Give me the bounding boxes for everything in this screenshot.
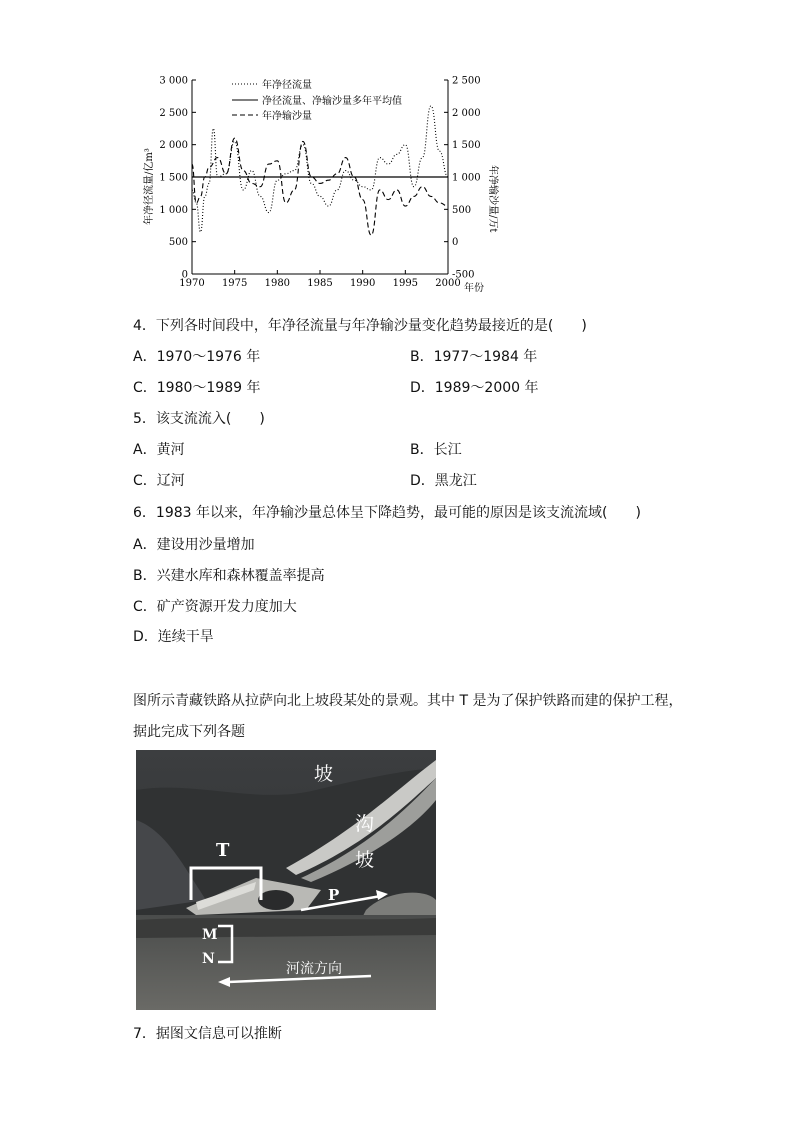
question-4-stem: 4．下列各时间段中，年净径流量与年净输沙量变化趋势最接近的是( ) <box>133 318 587 334</box>
x-tick-label: 1990 <box>349 278 376 289</box>
y-right-tick-label: 2 000 <box>452 107 481 119</box>
y-right-label: 年净输沙量/万t <box>487 165 498 233</box>
y-left-tick-label: 1 000 <box>159 204 188 216</box>
intro-text-line-1: 图所示青藏铁路从拉萨向北上坡段某处的景观。其中 T 是为了保护铁路而建的保护工程， <box>133 693 683 709</box>
x-tick-label: 1975 <box>221 278 248 289</box>
label-n: N <box>202 951 215 967</box>
question-5-stem: 5．该支流流入( ) <box>133 411 265 427</box>
runoff-series-line <box>192 106 448 232</box>
y-left-tick-label: 0 <box>181 269 188 281</box>
label-t: T <box>216 840 230 861</box>
legend-runoff: 年净径流量 <box>262 80 312 91</box>
label-river-direction: 河流方向 <box>286 961 342 977</box>
question-4-option-b[interactable]: B．1977～1984 年 <box>410 349 538 365</box>
question-6-stem: 6．1983 年以来，年净输沙量总体呈下降趋势，最可能的原因是该支流流域( ) <box>133 505 641 521</box>
y-left-tick-label: 1 500 <box>159 172 188 184</box>
question-4-option-a[interactable]: A．1970～1976 年 <box>133 349 261 365</box>
label-m: M <box>202 927 218 943</box>
x-tick-label: 2000 <box>435 278 461 289</box>
question-6-option-b[interactable]: B．兴建水库和森林覆盖率提高 <box>133 568 325 584</box>
sediment-series-line <box>192 138 448 235</box>
y-left-label: 年净径流量/亿m³ <box>144 148 155 225</box>
y-left-tick-label: 500 <box>168 237 188 249</box>
label-slope-gully: 坡 <box>355 849 375 871</box>
y-right-tick-label: 1 000 <box>452 172 481 184</box>
y-right-tick-label: 0 <box>452 237 459 249</box>
question-7-stem: 7．据图文信息可以推断 <box>133 1026 282 1042</box>
question-6-option-d[interactable]: D．连续干旱 <box>133 629 214 645</box>
runoff-sediment-chart <box>140 70 500 300</box>
question-4-option-d[interactable]: D．1989～2000 年 <box>410 380 539 396</box>
question-6-option-a[interactable]: A．建设用沙量增加 <box>133 537 255 553</box>
legend-sediment: 年净输沙量 <box>262 111 312 122</box>
railway-slope-photo <box>136 750 436 1010</box>
question-5-option-c[interactable]: C．辽河 <box>133 473 185 489</box>
label-gully: 沟 <box>355 813 375 835</box>
y-left-tick-label: 2 000 <box>159 140 188 152</box>
x-tick-label: 1985 <box>307 278 333 289</box>
question-4-option-c[interactable]: C．1980～1989 年 <box>133 380 261 396</box>
x-tick-label: 1980 <box>264 278 291 289</box>
chart-legend <box>232 78 402 122</box>
y-right-tick-label: -500 <box>452 269 475 281</box>
label-slope-top: 坡 <box>314 763 334 785</box>
y-left-tick-label: 2 500 <box>159 107 188 119</box>
question-5-option-d[interactable]: D．黑龙江 <box>410 473 477 489</box>
y-left-tick-label: 3 000 <box>159 75 188 87</box>
y-right-tick-label: 1 500 <box>452 140 481 152</box>
label-p: P <box>328 886 340 904</box>
question-5-option-b[interactable]: B．长江 <box>410 442 462 458</box>
x-tick-label: 1995 <box>392 278 419 289</box>
intro-text-line-2: 据此完成下列各题 <box>133 724 245 740</box>
question-5-option-a[interactable]: A．黄河 <box>133 442 185 458</box>
legend-average: 净径流量、净输沙量多年平均值 <box>262 96 402 107</box>
question-6-option-c[interactable]: C．矿产资源开发力度加大 <box>133 599 297 615</box>
y-right-tick-label: 500 <box>452 204 472 216</box>
x-tick-label: 1970 <box>179 278 205 289</box>
y-right-tick-label: 2 500 <box>452 75 481 87</box>
x-unit-label: 年份 <box>464 283 484 294</box>
